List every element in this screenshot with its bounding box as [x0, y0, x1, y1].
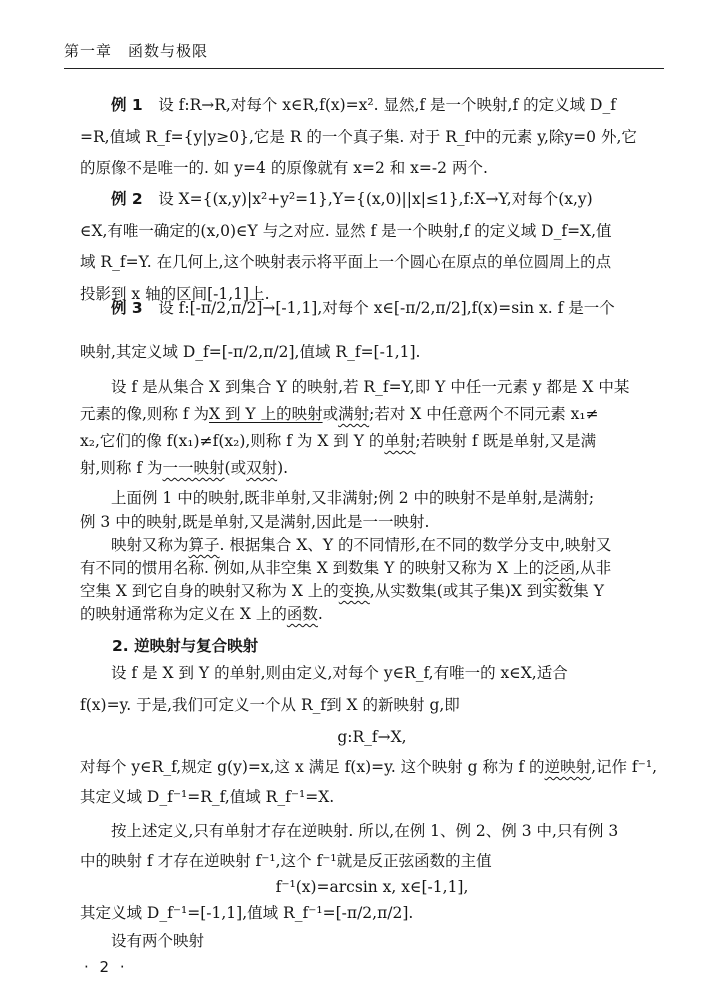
header-divider	[64, 68, 664, 69]
term-transformation: 变换	[338, 582, 370, 600]
inverse-line-1: 设 f 是 X 到 Y 的单射,则由定义,对每个 y∈R_f,有唯一的 x∈X,适合	[111, 664, 568, 682]
term-bijection: 一一映射	[162, 459, 225, 477]
example-3	[80, 286, 664, 374]
definition-paragraph	[80, 374, 664, 482]
terms-paragraph	[80, 534, 664, 557]
arcsin-domain-line: 其定义域 D_f⁻¹=[-1,1],值域 R_f⁻¹=[-π/2,π/2].	[80, 904, 414, 922]
example-2-line-2: ∈X,有唯一确定的(x,0)∈Y 与之对应. 显然 f 是一个映射,f 的定义域 D_f=X,值	[80, 221, 612, 240]
term-operator: 算子	[188, 536, 220, 554]
inverse-line-3: 对每个 y∈R_f,规定 g(y)=x,这 x 满足 f(x)=y. 这个映射 g 称为 f 的逆映射,记作 f⁻¹,	[80, 758, 657, 776]
term-bijective: 双射	[246, 459, 278, 477]
inverse-formula: g:R_f→X,	[337, 728, 407, 746]
example-2-line-1: 例 2 设 X={(x,y)|x²+y²=1},Y={(x,0)||x|≤1},f:X→Y,对每个(x,y)	[111, 190, 593, 208]
last-line: 设有两个映射	[111, 932, 205, 950]
arcsin-line-1: 按上述定义,只有单射才存在逆映射. 所以,在例 1、例 2、例 3 中,只有例 3	[111, 822, 619, 840]
arcsin-formula: f⁻¹(x)=arcsin x, x∈[-1,1],	[275, 878, 469, 896]
term-onto: X 到 Y 上的映射	[209, 405, 323, 423]
example-1-label: 例 1	[111, 96, 143, 114]
example-3-line-2: 映射,其定义域 D_f=[-π/2,π/2],值域 R_f=[-1,1].	[80, 343, 421, 361]
definition-line-4: 射,则称 f 为一一映射(或双射).	[80, 459, 289, 477]
chapter-header: 第一章 函数与极限	[64, 42, 209, 60]
term-surjective: 满射	[338, 405, 370, 423]
example-1-line-3: 的原像不是唯一的. 如 y=4 的原像就有 x=2 和 x=-2 两个.	[80, 159, 488, 177]
term-injective: 单射	[384, 432, 416, 450]
definition-line-2: 元素的像,则称 f 为X 到 Y 上的映射或满射;若对 X 中任意两个不同元素 x₁≠	[80, 405, 599, 423]
arcsin-paragraph	[80, 816, 664, 876]
terms-line-1: 映射又称为算子. 根据集合 X、Y 的不同情形,在不同的数学分支中,映射又	[111, 536, 612, 554]
inverse-line-4: 其定义域 D_f⁻¹=R_f,值域 R_f⁻¹=X.	[80, 788, 335, 806]
example-3-line-1: 例 3 设 f:[-π/2,π/2]→[-1,1],对每个 x∈[-π/2,π/2],f(x)=sin x. f 是一个	[111, 299, 615, 317]
terms-line-4: 的映射通常称为定义在 X 上的函数.	[80, 605, 323, 623]
inverse-paragraph	[80, 658, 664, 721]
summary-line-2: 例 3 中的映射,既是单射,又是满射,因此是一一映射.	[80, 513, 430, 531]
example-3-label: 例 3	[111, 299, 143, 317]
example-1-line-1: 例 1 设 f:R→R,对每个 x∈R,f(x)=x². 显然,f 是一个映射,f 的定义域 D_f	[111, 96, 616, 114]
terms-line-2: 有不同的惯用名称. 例如,从非空集 X 到数集 Y 的映射又称为 X 上的泛函,从非	[80, 559, 612, 577]
example-1	[80, 90, 664, 185]
definition-line-1: 设 f 是从集合 X 到集合 Y 的映射,若 R_f=Y,即 Y 中任一元素 y 都是 X 中某	[111, 378, 630, 396]
arcsin-line-2: 中的映射 f 才存在逆映射 f⁻¹,这个 f⁻¹就是反正弦函数的主值	[80, 852, 492, 870]
summary-paragraph	[80, 486, 664, 534]
definition-line-3: x₂,它们的像 f(x₁)≠f(x₂),则称 f 为 X 到 Y 的单射;若映射 f 既是单射,又是满	[80, 432, 597, 450]
term-function: 函数	[286, 605, 318, 623]
summary-line-1: 上面例 1 中的映射,既非单射,又非满射;例 2 中的映射不是单射,是满射;	[111, 489, 595, 507]
terms-line-3: 空集 X 到它自身的映射又称为 X 上的变换,从实数集(或其子集)X 到实数集 Y	[80, 582, 604, 600]
page-number: · 2 ·	[84, 958, 128, 976]
example-1-line-2: =R,值域 R_f={y|y≥0},它是 R 的一个真子集. 对于 R_f中的元素 y,除y=0 外,它	[80, 127, 637, 146]
example-2-label: 例 2	[111, 190, 143, 208]
section-heading: 2. 逆映射与复合映射	[112, 637, 259, 655]
example-2-line-4: 投影到 x 轴的区间[-1,1]上.	[80, 284, 270, 303]
inverse-line-2: f(x)=y. 于是,我们可定义一个从 R_f到 X 的新映射 g,即	[80, 695, 460, 714]
term-inverse: 逆映射	[544, 758, 592, 776]
inverse-paragraph-cont	[80, 752, 664, 812]
example-2-line-3: 域 R_f=Y. 在几何上,这个映射表示将平面上一个圆心在原点的单位圆周上的点	[80, 253, 612, 271]
term-functional: 泛函	[544, 559, 576, 577]
